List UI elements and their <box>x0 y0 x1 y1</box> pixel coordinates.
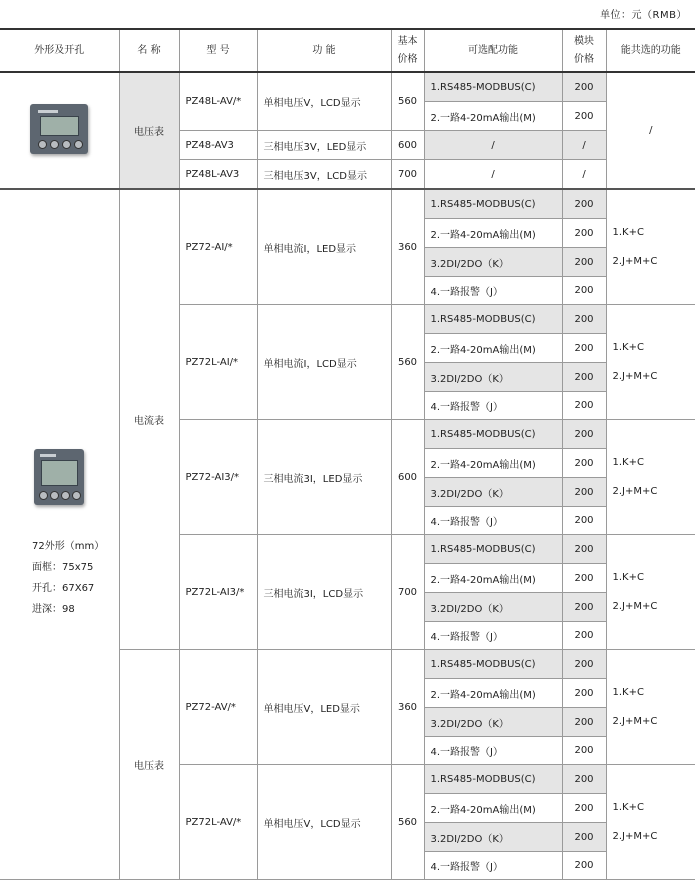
combo-option-1: 1.K+C <box>612 687 644 698</box>
module-price: 200 <box>562 189 606 219</box>
price-table <box>0 28 695 880</box>
device-specs <box>2 536 117 620</box>
option-label: 2.一路4-20mA输出(M) <box>424 679 562 708</box>
option-label: 3.2DI/2DO（K） <box>424 478 562 507</box>
function: 单相电流I，LCD显示 <box>257 305 391 420</box>
module-price: 200 <box>562 737 606 765</box>
function: 三相电压3V，LCD显示 <box>257 160 391 190</box>
module-price: 200 <box>562 478 606 507</box>
module-price: 200 <box>562 852 606 880</box>
module-price: 200 <box>562 305 606 334</box>
spec-cutout: 开孔：67X67 <box>32 583 95 594</box>
option-label: 4.一路报警（J） <box>424 622 562 650</box>
table-row <box>0 72 695 102</box>
header-row <box>0 29 695 72</box>
base-price: 600 <box>391 131 424 160</box>
combo-cell <box>606 535 695 650</box>
combo-option-2: 2.J+M+C <box>612 371 658 382</box>
option-label: 3.2DI/2DO（K） <box>424 708 562 737</box>
base-price: 360 <box>391 650 424 765</box>
combo-option-2: 2.J+M+C <box>612 831 658 842</box>
module-price: 200 <box>562 72 606 102</box>
module-price: 200 <box>562 277 606 305</box>
header-optional: 可选配功能 <box>424 29 562 72</box>
module-price: 200 <box>562 765 606 794</box>
header-model: 型 号 <box>179 29 257 72</box>
model: PZ72L-AI3/* <box>179 535 257 650</box>
base-price: 560 <box>391 305 424 420</box>
meter-72-icon <box>34 449 84 505</box>
module-price: 200 <box>562 650 606 679</box>
module-price: 200 <box>562 449 606 478</box>
function: 单相电压V，LCD显示 <box>257 765 391 880</box>
base-price: 560 <box>391 72 424 131</box>
combo-option-1: 1.K+C <box>612 802 644 813</box>
function: 三相电流3I，LCD显示 <box>257 535 391 650</box>
module-price: 200 <box>562 507 606 535</box>
base-price: 560 <box>391 765 424 880</box>
option-label: 2.一路4-20mA输出(M) <box>424 102 562 131</box>
combo-option-2: 2.J+M+C <box>612 716 658 727</box>
spec-frame: 面框：75x75 <box>32 562 94 573</box>
module-price: 200 <box>562 708 606 737</box>
section-72 <box>0 189 695 880</box>
spec-title: 72外形（mm） <box>32 541 105 552</box>
module-price: 200 <box>562 248 606 277</box>
combo-cell <box>606 765 695 880</box>
option-label: 3.2DI/2DO（K） <box>424 363 562 392</box>
module-price: 200 <box>562 219 606 248</box>
combo-cell <box>606 650 695 765</box>
module-price: 200 <box>562 794 606 823</box>
module-price: 200 <box>562 420 606 449</box>
header-module-price: 模块 价格 <box>562 29 606 72</box>
option-label: 2.一路4-20mA输出(M) <box>424 334 562 363</box>
model: PZ48-AV3 <box>179 131 257 160</box>
module-price: 200 <box>562 679 606 708</box>
function: 三相电压3V，LED显示 <box>257 131 391 160</box>
module-price: 200 <box>562 622 606 650</box>
module-price: 200 <box>562 363 606 392</box>
option-label: 2.一路4-20mA输出(M) <box>424 449 562 478</box>
spec-depth: 进深：98 <box>32 604 75 615</box>
option-label: 3.2DI/2DO（K） <box>424 593 562 622</box>
option-label: 1.RS485-MODBUS(C) <box>424 420 562 449</box>
module-price: 200 <box>562 823 606 852</box>
product-name: 电压表 <box>119 650 179 880</box>
combo-option-1: 1.K+C <box>612 572 644 583</box>
option-label: 4.一路报警（J） <box>424 392 562 420</box>
option-label: 2.一路4-20mA输出(M) <box>424 564 562 593</box>
header-name: 名 称 <box>119 29 179 72</box>
function: 单相电压V，LCD显示 <box>257 72 391 131</box>
base-price: 700 <box>391 535 424 650</box>
base-price: 700 <box>391 160 424 190</box>
module-price: 200 <box>562 564 606 593</box>
product-name: 电流表 <box>119 189 179 650</box>
product-name: 电压表 <box>119 72 179 189</box>
combo-option-1: 1.K+C <box>612 342 644 353</box>
module-price: 200 <box>562 102 606 131</box>
base-price: 360 <box>391 189 424 305</box>
option-label: 4.一路报警（J） <box>424 852 562 880</box>
combo-cell <box>606 305 695 420</box>
device-spec-cell <box>0 189 119 880</box>
option-label: 1.RS485-MODBUS(C) <box>424 535 562 564</box>
combo-option-2: 2.J+M+C <box>612 256 658 267</box>
combo-cell <box>606 420 695 535</box>
option-label: 3.2DI/2DO（K） <box>424 823 562 852</box>
combo-option-1: 1.K+C <box>612 227 644 238</box>
combo-option-2: 2.J+M+C <box>612 486 658 497</box>
option-label: 4.一路报警（J） <box>424 277 562 305</box>
combo-cell: / <box>606 72 695 189</box>
combo-cell <box>606 189 695 305</box>
function: 单相电流I，LED显示 <box>257 189 391 305</box>
model: PZ48L-AV/* <box>179 72 257 131</box>
option-label: 1.RS485-MODBUS(C) <box>424 305 562 334</box>
model: PZ72-AV/* <box>179 650 257 765</box>
module-price: / <box>562 131 606 160</box>
model: PZ72-AI3/* <box>179 420 257 535</box>
header-shape: 外形及开孔 <box>0 29 119 72</box>
option-label: 1.RS485-MODBUS(C) <box>424 650 562 679</box>
function: 单相电压V，LED显示 <box>257 650 391 765</box>
option-label: 2.一路4-20mA输出(M) <box>424 794 562 823</box>
meter-48-icon <box>30 104 88 154</box>
table-row <box>0 189 695 219</box>
header-function: 功 能 <box>257 29 391 72</box>
base-price: 600 <box>391 420 424 535</box>
device-image-cell <box>0 72 119 189</box>
option-label: / <box>424 160 562 190</box>
option-label: 4.一路报警（J） <box>424 737 562 765</box>
header-base-price: 基本 价格 <box>391 29 424 72</box>
option-label: 3.2DI/2DO（K） <box>424 248 562 277</box>
combo-option-1: 1.K+C <box>612 457 644 468</box>
option-label: 1.RS485-MODBUS(C) <box>424 189 562 219</box>
model: PZ48L-AV3 <box>179 160 257 190</box>
option-label: / <box>424 131 562 160</box>
model: PZ72L-AI/* <box>179 305 257 420</box>
module-price: 200 <box>562 334 606 363</box>
function: 三相电流3I，LED显示 <box>257 420 391 535</box>
unit-label: 单位：元（RMB） <box>600 10 687 21</box>
module-price: 200 <box>562 535 606 564</box>
module-price: / <box>562 160 606 190</box>
model: PZ72L-AV/* <box>179 765 257 880</box>
header-combo: 能共选的功能 <box>606 29 695 72</box>
option-label: 1.RS485-MODBUS(C) <box>424 72 562 102</box>
option-label: 1.RS485-MODBUS(C) <box>424 765 562 794</box>
module-price: 200 <box>562 593 606 622</box>
option-label: 4.一路报警（J） <box>424 507 562 535</box>
option-label: 2.一路4-20mA输出(M) <box>424 219 562 248</box>
module-price: 200 <box>562 392 606 420</box>
combo-option-2: 2.J+M+C <box>612 601 658 612</box>
model: PZ72-AI/* <box>179 189 257 305</box>
